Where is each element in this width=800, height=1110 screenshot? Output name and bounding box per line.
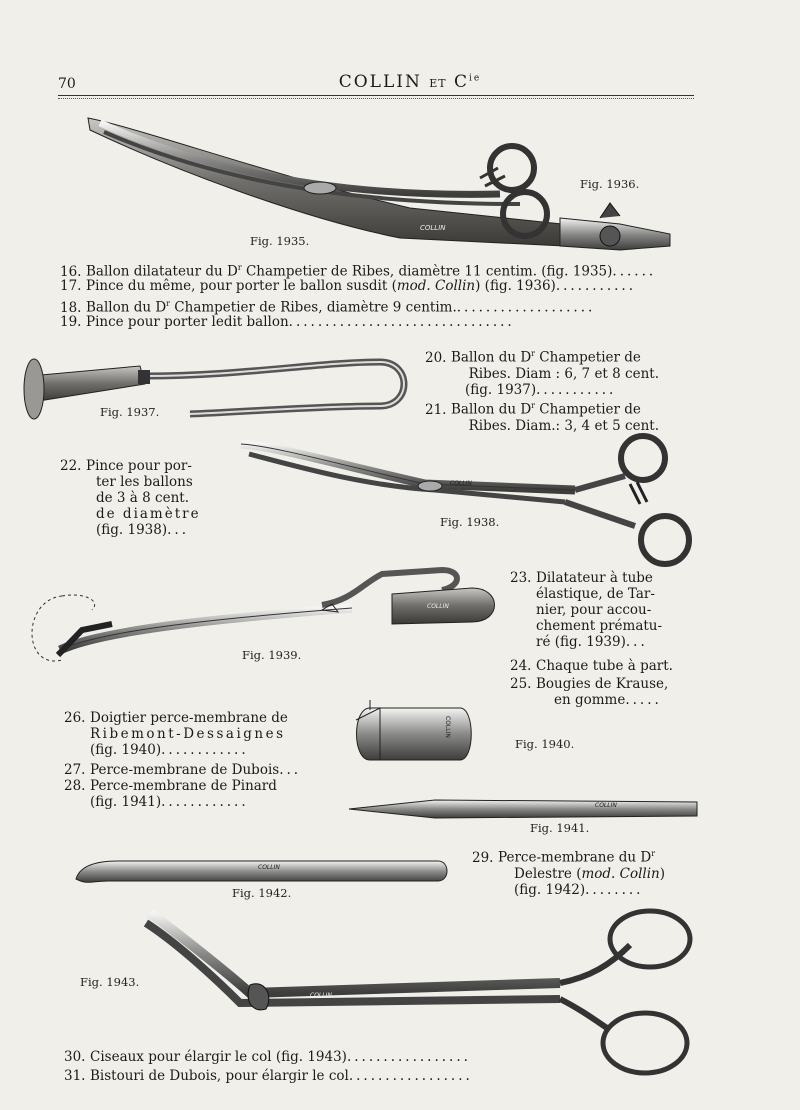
collin-mark-1941: COLLIN <box>595 802 617 809</box>
item-text: Ciseaux pour élargir le col (fig. 1943) <box>90 1049 347 1065</box>
item-line-2: Delestre ( <box>514 865 582 882</box>
item-number: 16. <box>60 263 82 280</box>
leader-dots: ... <box>167 522 189 538</box>
catalog-item-26 <box>64 710 288 758</box>
item-line-3: (fig. 1942) <box>514 881 586 898</box>
figure-caption-1937: Fig. 1937. <box>100 405 160 419</box>
figure-1941-illustration <box>345 796 705 822</box>
title-co: C <box>454 72 470 92</box>
item-line-4: de diamètre <box>96 506 201 522</box>
item-number: 29. <box>472 849 494 866</box>
item-line-3: nier, pour accou- <box>536 602 652 618</box>
figure-caption-1935: Fig. 1935. <box>250 234 310 248</box>
item-line-2-end: ) <box>659 865 666 882</box>
item-number: 20. <box>425 349 447 366</box>
title-co-sup: ie <box>469 73 482 84</box>
leader-dots: ... <box>625 634 648 650</box>
item-text-rest: Champetier de Ribes, diamètre 11 centim. (fig. 1935) <box>241 263 613 280</box>
item-text: Perce-membrane du D <box>498 849 652 866</box>
figure-caption-1942: Fig. 1942. <box>232 886 292 900</box>
item-text: Chaque tube à part. <box>536 658 673 674</box>
item-sup: r <box>651 849 656 858</box>
item-number: 26. <box>64 710 86 726</box>
item-number: 23. <box>510 570 532 586</box>
item-line-2: (fig. 1941) <box>90 794 162 810</box>
item-text: Pince du même, pour porter le ballon susdit ( <box>86 278 397 294</box>
leader-dots: ........... <box>555 278 637 294</box>
item-text: Dilatateur à tube <box>536 570 653 586</box>
item-text: Ballon dilatateur du D <box>86 263 238 280</box>
page-number: 70 <box>58 76 76 92</box>
catalog-item-20 <box>425 346 665 398</box>
leader-dots: ...... <box>612 263 657 280</box>
figure-caption-1941: Fig. 1941. <box>530 821 590 835</box>
figure-caption-1943: Fig. 1943. <box>80 975 140 989</box>
figure-caption-1936: Fig. 1936. <box>580 177 640 191</box>
item-line-2: Ribemont-Dessaignes <box>90 726 286 742</box>
item-sup: r <box>531 401 535 410</box>
item-sup: r <box>166 299 170 308</box>
item-number: 18. <box>60 299 82 316</box>
catalog-item-24 <box>510 658 673 674</box>
item-text: Ballon du D <box>86 299 167 316</box>
catalog-item-31 <box>64 1068 473 1084</box>
item-number: 17. <box>60 278 82 294</box>
figure-1942-illustration <box>68 855 453 889</box>
item-number: 19. <box>60 314 82 330</box>
catalog-item-17 <box>60 278 636 294</box>
item-text: Perce-membrane de Dubois <box>90 762 280 778</box>
leader-dots: ................. <box>346 1049 471 1065</box>
item-line-3: (fig. 1937) <box>465 381 537 398</box>
collin-mark-1940: COLLIN <box>444 716 451 738</box>
collin-mark-1942: COLLIN <box>258 864 280 871</box>
page-title <box>300 72 520 92</box>
catalog-item-22 <box>60 458 201 538</box>
catalog-item-21 <box>425 398 665 434</box>
item-number: 31. <box>64 1068 86 1084</box>
item-line-5: ré (fig. 1939) <box>536 634 626 650</box>
leader-dots: ............ <box>161 742 249 758</box>
item-line-2: élastique, de Tar- <box>536 586 655 602</box>
item-text: Ballon du D <box>451 401 532 418</box>
item-text: Pince pour porter ledit ballon <box>86 314 289 330</box>
item-text: Bistouri de Dubois, pour élargir le col <box>90 1068 349 1084</box>
catalog-item-29 <box>472 846 665 898</box>
item-line-3: de 3 à 8 cent. <box>96 490 189 506</box>
catalog-item-18 <box>60 296 595 316</box>
leader-dots: ................. <box>348 1068 473 1084</box>
figure-caption-1938: Fig. 1938. <box>440 515 500 529</box>
title-main: COLLIN <box>338 72 422 92</box>
item-text-cont: Champetier de <box>535 401 641 418</box>
item-number: 28. <box>64 778 86 794</box>
item-text-cont: Champetier de <box>535 349 641 366</box>
catalog-item-28 <box>64 778 277 810</box>
item-line-2: Ribes. Diam.: 3, 4 et 5 cent. <box>468 417 659 434</box>
item-text-rest: Champetier de Ribes, diamètre 9 centim. <box>170 299 457 316</box>
catalog-item-19 <box>60 314 515 330</box>
leader-dots: ... <box>279 762 302 778</box>
item-number: 24. <box>510 658 532 674</box>
leader-dots: ............ <box>161 794 249 810</box>
leader-dots: ..... <box>625 692 662 708</box>
item-line-4: chement prématu- <box>536 618 663 634</box>
item-number: 27. <box>64 762 86 778</box>
catalog-item-27 <box>64 762 301 778</box>
leader-dots: ........ <box>585 881 644 898</box>
figure-caption-1940: Fig. 1940. <box>515 737 575 751</box>
item-text: Perce-membrane de Pinard <box>90 778 277 794</box>
item-sup: r <box>237 263 242 272</box>
item-text-rest: ) (fig. 1936) <box>475 278 556 294</box>
item-line-3: (fig. 1940) <box>90 742 162 758</box>
figure-caption-1939: Fig. 1939. <box>242 648 302 662</box>
figure-1938-illustration <box>235 436 705 566</box>
item-line-5: (fig. 1938) <box>96 522 168 538</box>
item-model: mod. Collin <box>581 865 660 882</box>
item-line-2: en gomme <box>554 692 626 708</box>
item-line-2: Ribes. Diam : 6, 7 et 8 cent. <box>468 365 659 382</box>
item-sup: r <box>531 349 535 358</box>
item-text: Ballon du D <box>451 349 532 366</box>
title-et: ET <box>429 77 447 90</box>
item-number: 25. <box>510 676 532 692</box>
catalog-item-25 <box>510 676 668 708</box>
catalog-item-30 <box>64 1049 471 1065</box>
leader-dots: ........... <box>536 381 617 398</box>
item-number: 22. <box>60 458 82 474</box>
figure-1940-illustration <box>350 700 480 770</box>
catalog-item-16 <box>60 260 656 280</box>
item-text: Bougies de Krause, <box>536 676 669 692</box>
collin-mark-1939: COLLIN <box>427 603 449 610</box>
header-rule-dotted <box>58 98 694 99</box>
item-number: 30. <box>64 1049 86 1065</box>
leader-dots: ............................... <box>288 314 515 330</box>
item-text: Doigtier perce-membrane de <box>90 710 288 726</box>
collin-mark-1943: COLLIN <box>310 992 332 999</box>
item-line-2: ter les ballons <box>96 474 193 490</box>
leader-dots: ................... <box>456 299 596 316</box>
collin-mark-1935: COLLIN <box>420 224 446 232</box>
catalog-item-23 <box>510 570 662 650</box>
figure-1937-illustration <box>20 336 410 426</box>
item-model: mod. Collin <box>396 278 476 294</box>
item-number: 21. <box>425 401 447 418</box>
collin-mark-1938: COLLIN <box>450 480 472 487</box>
item-text: Pince pour por- <box>86 458 192 474</box>
header-rule <box>58 95 694 96</box>
